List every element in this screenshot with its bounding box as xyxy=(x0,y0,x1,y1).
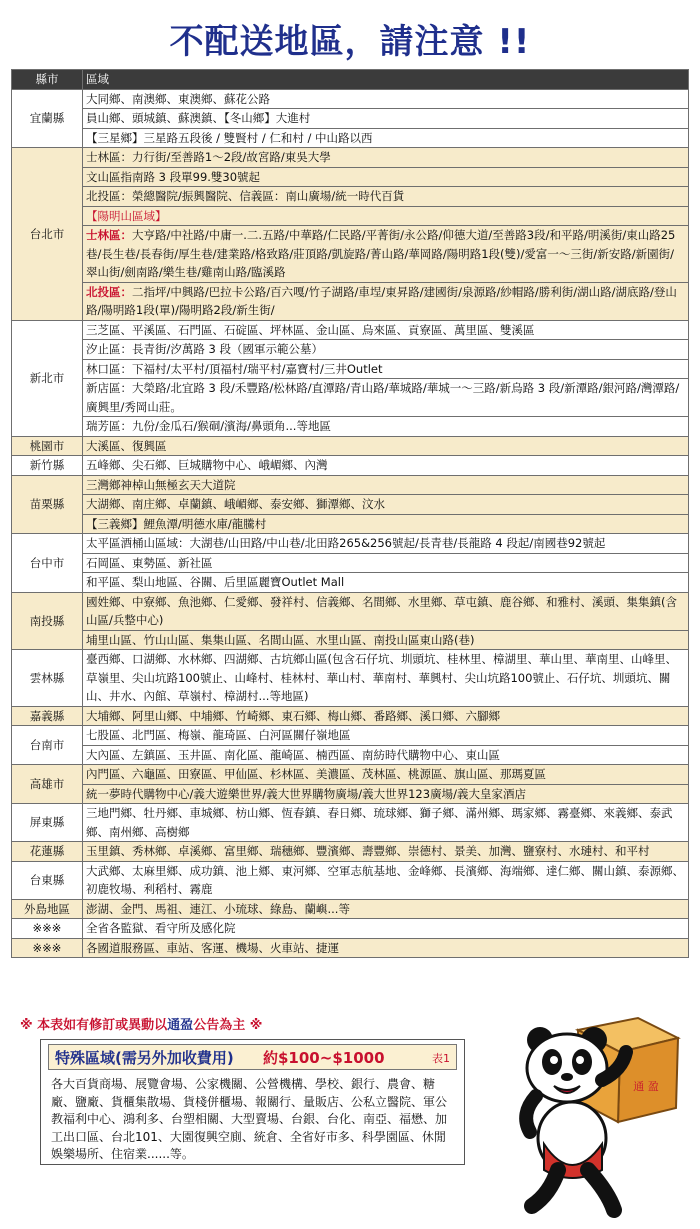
area-cell xyxy=(83,187,689,207)
special-area-header xyxy=(48,1044,457,1070)
table-row xyxy=(12,359,689,379)
area-cell xyxy=(83,148,689,168)
table-row xyxy=(12,804,689,842)
area-text: 北投區： xyxy=(86,284,132,299)
area-text: 石岡區、東勢區、新社區 xyxy=(86,555,213,570)
area-text: 【陽明山區域】 xyxy=(86,208,167,223)
area-text: 汐止區：長青街/汐萬路 3 段（國軍示範公墓） xyxy=(86,342,323,356)
table-row xyxy=(12,919,689,939)
county-cell: 台中市 xyxy=(12,534,83,593)
area-text: 大湖鄉、南庄鄉、卓蘭鎮、峨嵋鄉、泰安鄉、獅潭鄉、汶水 xyxy=(86,497,385,511)
area-cell xyxy=(83,109,689,129)
table-row xyxy=(12,514,689,534)
table-row xyxy=(12,206,689,226)
county-cell: 宜蘭縣 xyxy=(12,89,83,148)
area-text: 大內區、左鎮區、玉井區、南化區、龍崎區、楠西區、南紡時代購物中心、東山區 xyxy=(86,747,500,762)
area-cell xyxy=(83,938,689,958)
table-row xyxy=(12,765,689,785)
special-area-title: 特殊區域(需另外加收費用) xyxy=(55,1049,234,1067)
special-area-tag: 表1 xyxy=(432,1052,450,1065)
area-text: 七股區、北門區、梅嶺、龍琦區、白河區關仔嶺地區 xyxy=(86,728,351,742)
county-cell: 屏東縣 xyxy=(12,804,83,842)
area-text: 士林區：力行街/至善路1～2段/故宮路/東吳大學 xyxy=(86,150,331,164)
special-area-box xyxy=(40,1039,465,1165)
area-text: 澎湖、金門、馬祖、連江、小琉球、綠島、蘭嶼...等 xyxy=(86,901,350,916)
area-cell xyxy=(83,89,689,109)
area-cell xyxy=(83,861,689,899)
table-row xyxy=(12,553,689,573)
area-cell xyxy=(83,726,689,746)
area-cell xyxy=(83,842,689,862)
area-cell xyxy=(83,456,689,476)
area-cell xyxy=(83,128,689,148)
table-row xyxy=(12,745,689,765)
area-text: 三地門鄉、牡丹鄉、車城鄉、枋山鄉、恆春鎮、春日鄉、琉球鄉、獅子鄉、滿州鄉、瑪家鄉、霧臺鄉、來義鄉、泰武鄉、南州鄉、高樹鄉 xyxy=(86,806,673,839)
area-text: 員山鄉、頭城鎮、蘇澳鎮、【冬山鄉】大進村 xyxy=(86,111,311,125)
table-row xyxy=(12,187,689,207)
table-row xyxy=(12,842,689,862)
area-cell xyxy=(83,495,689,515)
table-row xyxy=(12,340,689,360)
area-cell xyxy=(83,706,689,726)
area-cell xyxy=(83,436,689,456)
county-cell: 嘉義縣 xyxy=(12,706,83,726)
area-text: 二指坪/中興路/巴拉卡公路/百六嘎/竹子湖路/車埕/東昇路/建國街/泉源路/紗帽路/勝利街/湖山路/湖底路/登山路/陽明路1段(單)/陽明路2段/新生街/ xyxy=(86,284,677,317)
table-row xyxy=(12,379,689,417)
area-cell xyxy=(83,592,689,630)
table-row xyxy=(12,495,689,515)
special-area-description: 各大百貨商場、展覽會場、公家機關、公營機構、學校、銀行、農會、糖廠、鹽廠、貨櫃集散場、貨棧併櫃場、報關行、量販店、公私立醫院、軍公教福利中心、鴻利多、台塑相關、大型賣場、台銀、台化、南亞、福懋、加工出口區、台北101、大園復興空廁、統倉、全省好市多、科學園區、休閒娛樂場所、住宿業......等。 xyxy=(51,1077,448,1161)
area-text: 內門區、六龜區、田寮區、甲仙區、杉林區、美濃區、茂林區、桃源區、旗山區、那瑪夏區 xyxy=(86,767,546,781)
table-row xyxy=(12,456,689,476)
table-row xyxy=(12,436,689,456)
county-cell: 桃園市 xyxy=(12,436,83,456)
area-text: 【三星鄉】三星路五段後 / 雙賢村 / 仁和村 / 中山路以西 xyxy=(86,130,373,145)
table-row xyxy=(12,573,689,593)
area-cell xyxy=(83,650,689,707)
area-cell xyxy=(83,804,689,842)
area-cell xyxy=(83,320,689,340)
county-cell: 外島地區 xyxy=(12,899,83,919)
area-cell xyxy=(83,206,689,226)
panda-mascot-icon xyxy=(510,1010,690,1220)
table-row xyxy=(12,726,689,746)
table-row xyxy=(12,899,689,919)
table-row xyxy=(12,706,689,726)
area-cell xyxy=(83,765,689,785)
area-text: 大武鄉、太麻里鄉、成功鎮、池上鄉、東河鄉、空軍志航基地、金峰鄉、長濱鄉、海端鄉、達仁鄉、關山鎮、泰源鄉、初鹿牧場、利稻村、霧鹿 xyxy=(86,863,684,896)
area-cell xyxy=(83,226,689,283)
county-cell: 新竹縣 xyxy=(12,456,83,476)
page-title: 不配送地區，請注意 !! xyxy=(169,22,531,62)
area-text: 新店區：大榮路/北宜路 3 段/禾豐路/松林路/直潭路/青山路/華城路/華城一～三路/新烏路 3 段/新潭路/銀河路/灣潭路/廣興里/秀岡山莊。 xyxy=(86,381,680,414)
area-text: 太平區酒桶山區域：大湖巷/山田路/中山巷/北田路265&256號起/長青巷/長龍路 4 段起/南國巷92號起 xyxy=(86,536,606,550)
area-text: 國姓鄉、中寮鄉、魚池鄉、仁愛鄉、發祥村、信義鄉、名間鄉、水里鄉、草屯鎮、鹿谷鄉、和雅村、溪頭、集集鎮(含山區/兵整中心) xyxy=(86,594,677,627)
county-cell: 台北市 xyxy=(12,148,83,321)
area-text: 大亨路/中社路/中庸一.二.五路/中華路/仁民路/平菁街/永公路/仰德大道/至善路3段/和平路/明溪街/東山路25巷/長生巷/長春街/厚生巷/建業路/格致路/莊頂路/凱旋路/菁山路/華岡路/陽明路1段(雙)/愛富一～三街/新安路/新園街/翠山街/劍南路/樂生巷/雞南山路/臨溪路 xyxy=(86,228,676,279)
area-cell xyxy=(83,919,689,939)
table-row xyxy=(12,592,689,630)
table-row xyxy=(12,475,689,495)
note-suffix: 公告為主 ※ xyxy=(193,1018,263,1033)
area-cell xyxy=(83,784,689,804)
area-text: 北投區：榮總醫院/振興醫院、信義區：南山廣場/統一時代百貨 xyxy=(86,189,405,203)
area-text: 大溪區、復興區 xyxy=(86,438,167,453)
area-cell xyxy=(83,573,689,593)
area-text: 全省各監獄、看守所及感化院 xyxy=(86,921,236,935)
table-row xyxy=(12,282,689,320)
county-cell: 苗栗縣 xyxy=(12,475,83,534)
area-text: 三灣鄉神棹山無極玄天大道院 xyxy=(86,477,236,492)
county-cell: 新北市 xyxy=(12,320,83,436)
table-row xyxy=(12,534,689,554)
county-cell: 台東縣 xyxy=(12,861,83,899)
table-row xyxy=(12,861,689,899)
table-row xyxy=(12,417,689,437)
note-brand: 通盈 xyxy=(167,1018,194,1033)
table-row xyxy=(12,784,689,804)
county-cell: 台南市 xyxy=(12,726,83,765)
table-row xyxy=(12,938,689,958)
no-delivery-table xyxy=(11,69,689,958)
area-text: 林口區：下福村/太平村/頂福村/瑞平村/嘉寶村/三井Outlet xyxy=(86,361,383,376)
area-text: 統一夢時代購物中心/義大遊樂世界/義大世界購物廣場/義大世界123廣場/義大皇家酒店 xyxy=(86,786,526,801)
table-row xyxy=(12,650,689,707)
area-text: 【三義鄉】鯉魚潭/明德水庫/龍騰村 xyxy=(86,516,267,531)
area-text: 埔里山區、竹山山區、集集山區、名間山區、水里山區、南投山區東山路(巷) xyxy=(86,632,475,647)
table-row xyxy=(12,167,689,187)
area-cell xyxy=(83,417,689,437)
area-text: 三芝區、平溪區、石門區、石碇區、坪林區、金山區、烏來區、貢寮區、萬里區、雙溪區 xyxy=(86,322,535,337)
table-row xyxy=(12,320,689,340)
area-cell xyxy=(83,534,689,554)
county-cell: ※※※ xyxy=(12,938,83,958)
area-text: 臺西鄉、口湖鄉、水林鄉、四湖鄉、古坑鄉山區(包含石仔坑、圳頭坑、桂林里、樟湖里、華山里、華南里、山峰里、草嶺里、尖山坑路100號止、山峰村、桂林村、華山村、華南村、華興村、尖山坑路100號止、石仔坑、圳頭坑、關山、井水、內館、草嶺村、樟湖村...等地區) xyxy=(86,652,677,703)
county-cell: 南投縣 xyxy=(12,592,83,650)
area-text: 大埔鄉、阿里山鄉、中埔鄉、竹崎鄉、東石鄉、梅山鄉、番路鄉、溪口鄉、六腳鄉 xyxy=(86,708,500,723)
area-cell xyxy=(83,899,689,919)
header-area: 區域 xyxy=(83,70,689,90)
area-cell xyxy=(83,282,689,320)
special-area-price: 約$100~$1000 xyxy=(263,1049,385,1067)
area-cell xyxy=(83,745,689,765)
area-cell xyxy=(83,553,689,573)
county-cell: 高雄市 xyxy=(12,765,83,804)
area-text: 大同鄉、南澳鄉、東澳鄉、蘇花公路 xyxy=(86,91,270,106)
table-row xyxy=(12,226,689,283)
area-text: 各國道服務區、車站、客運、機場、火車站、捷運 xyxy=(86,940,339,955)
area-cell xyxy=(83,630,689,650)
area-cell xyxy=(83,514,689,534)
area-text: 五峰鄉、尖石鄉、巨城購物中心、峨嵋鄉、內灣 xyxy=(86,458,328,472)
county-cell: 雲林縣 xyxy=(12,650,83,707)
county-cell: ※※※ xyxy=(12,919,83,939)
table-header-row xyxy=(12,70,689,90)
table-row xyxy=(12,630,689,650)
area-cell xyxy=(83,475,689,495)
header-county: 縣市 xyxy=(12,70,83,90)
county-cell: 花蓮縣 xyxy=(12,842,83,862)
table-row xyxy=(12,148,689,168)
area-cell xyxy=(83,167,689,187)
area-cell xyxy=(83,379,689,417)
area-text: 士林區： xyxy=(86,228,132,242)
box-label: 通 盈 xyxy=(633,1080,659,1093)
area-text: 和平區、梨山地區、谷關、后里區麗寶Outlet Mall xyxy=(86,575,345,589)
area-text: 文山區指南路 3 段單99.雙30號起 xyxy=(86,169,261,184)
table-row xyxy=(12,89,689,109)
area-cell xyxy=(83,340,689,360)
table-row xyxy=(12,128,689,148)
table-row xyxy=(12,109,689,129)
note-prefix: ※ 本表如有修訂或異動以 xyxy=(20,1018,168,1033)
area-text: 瑞芳區：九份/金瓜石/猴硐/濱海/鼻頭角...等地區 xyxy=(86,419,331,433)
revision-note xyxy=(20,1014,262,1033)
area-text: 玉里鎮、秀林鄉、卓溪鄉、富里鄉、瑞穗鄉、豐濱鄉、壽豐鄉、崇德村、景美、加灣、鹽寮村、水璉村、和平村 xyxy=(86,844,650,858)
area-cell xyxy=(83,359,689,379)
